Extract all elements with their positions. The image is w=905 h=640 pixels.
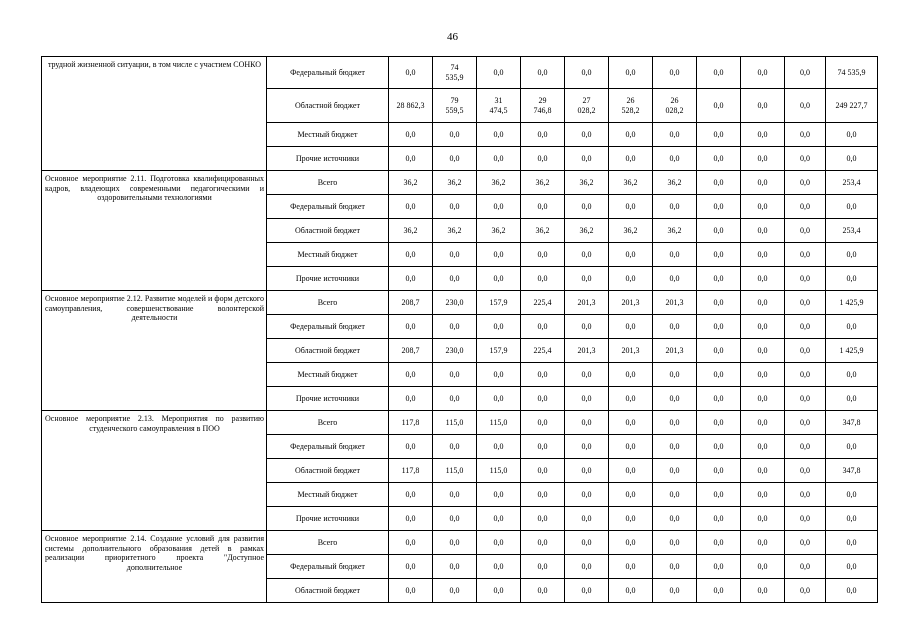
value-cell: 0,0 [653, 507, 697, 531]
value-cell: 0,0 [741, 267, 785, 291]
value-cell: 0,0 [697, 435, 741, 459]
value-cell: 0,0 [521, 363, 565, 387]
value-cell: 0,0 [741, 459, 785, 483]
value-cell: 0,0 [477, 387, 521, 411]
value-cell: 0,0 [741, 147, 785, 171]
value-cell: 0,0 [741, 411, 785, 435]
value-cell: 0,0 [565, 387, 609, 411]
event-description: трудной жизненной ситуации, в том числе с участием СОНКО [42, 57, 267, 171]
value-cell: 0,0 [785, 555, 826, 579]
value-cell: 0,0 [653, 387, 697, 411]
value-cell: 0,0 [477, 507, 521, 531]
value-cell: 0,0 [565, 459, 609, 483]
value-cell: 0,0 [785, 363, 826, 387]
value-cell: 0,0 [741, 243, 785, 267]
value-cell: 0,0 [521, 579, 565, 603]
value-cell: 225,4 [521, 339, 565, 363]
value-cell: 0,0 [741, 387, 785, 411]
value-cell: 0,0 [433, 315, 477, 339]
value-cell: 36,2 [565, 219, 609, 243]
value-cell: 31 474,5 [477, 89, 521, 123]
value-cell: 0,0 [785, 387, 826, 411]
total-cell: 0,0 [826, 243, 878, 267]
funding-source: Прочие источники [267, 387, 389, 411]
funding-source: Всего [267, 411, 389, 435]
event-description: Основное мероприятие 2.11. Подготовка квалифицированных кадров, владеющих современными педагогическими и оздоровительными технологиями [42, 171, 267, 291]
value-cell: 117,8 [389, 459, 433, 483]
total-cell: 0,0 [826, 507, 878, 531]
funding-source: Местный бюджет [267, 243, 389, 267]
value-cell: 0,0 [697, 243, 741, 267]
value-cell: 230,0 [433, 291, 477, 315]
value-cell: 0,0 [477, 195, 521, 219]
value-cell: 0,0 [697, 531, 741, 555]
value-cell: 0,0 [389, 243, 433, 267]
funding-source: Прочие источники [267, 507, 389, 531]
funding-source: Федеральный бюджет [267, 555, 389, 579]
value-cell: 0,0 [697, 579, 741, 603]
value-cell: 0,0 [741, 57, 785, 89]
value-cell: 0,0 [521, 267, 565, 291]
value-cell: 0,0 [433, 267, 477, 291]
value-cell: 0,0 [477, 123, 521, 147]
value-cell: 0,0 [565, 243, 609, 267]
value-cell: 0,0 [609, 363, 653, 387]
value-cell: 0,0 [433, 123, 477, 147]
value-cell: 0,0 [741, 315, 785, 339]
value-cell: 157,9 [477, 339, 521, 363]
value-cell: 0,0 [697, 195, 741, 219]
funding-source: Местный бюджет [267, 483, 389, 507]
value-cell: 36,2 [477, 171, 521, 195]
value-cell: 0,0 [389, 387, 433, 411]
value-cell: 0,0 [785, 147, 826, 171]
total-cell: 1 425,9 [826, 291, 878, 315]
total-cell: 0,0 [826, 123, 878, 147]
value-cell: 0,0 [609, 243, 653, 267]
value-cell: 230,0 [433, 339, 477, 363]
value-cell: 0,0 [389, 435, 433, 459]
value-cell: 0,0 [653, 483, 697, 507]
value-cell: 0,0 [697, 507, 741, 531]
value-cell: 0,0 [433, 483, 477, 507]
total-cell: 253,4 [826, 219, 878, 243]
value-cell: 0,0 [653, 57, 697, 89]
funding-source: Прочие источники [267, 267, 389, 291]
value-cell: 0,0 [477, 483, 521, 507]
value-cell: 0,0 [565, 483, 609, 507]
value-cell: 0,0 [565, 579, 609, 603]
value-cell: 0,0 [697, 411, 741, 435]
value-cell: 0,0 [653, 147, 697, 171]
value-cell: 0,0 [565, 57, 609, 89]
value-cell: 0,0 [389, 363, 433, 387]
value-cell: 28 862,3 [389, 89, 433, 123]
value-cell: 36,2 [389, 219, 433, 243]
event-description: Основное мероприятие 2.14. Создание условий для развития системы дополнительного образования детей в рамках реализации приоритетного проекта "Доступное дополнительное [42, 531, 267, 603]
value-cell: 0,0 [389, 483, 433, 507]
funding-source: Местный бюджет [267, 123, 389, 147]
total-cell: 0,0 [826, 315, 878, 339]
value-cell: 0,0 [609, 57, 653, 89]
value-cell: 29 746,8 [521, 89, 565, 123]
value-cell: 36,2 [653, 219, 697, 243]
value-cell: 36,2 [609, 219, 653, 243]
value-cell: 0,0 [521, 459, 565, 483]
value-cell: 0,0 [785, 507, 826, 531]
value-cell: 0,0 [433, 147, 477, 171]
total-cell: 74 535,9 [826, 57, 878, 89]
value-cell: 0,0 [697, 315, 741, 339]
value-cell: 0,0 [609, 411, 653, 435]
value-cell: 0,0 [389, 531, 433, 555]
value-cell: 0,0 [433, 531, 477, 555]
value-cell: 0,0 [609, 531, 653, 555]
value-cell: 0,0 [785, 89, 826, 123]
funding-source: Федеральный бюджет [267, 195, 389, 219]
value-cell: 0,0 [433, 507, 477, 531]
value-cell: 0,0 [521, 147, 565, 171]
total-cell: 0,0 [826, 195, 878, 219]
total-cell: 249 227,7 [826, 89, 878, 123]
total-cell: 0,0 [826, 363, 878, 387]
value-cell: 0,0 [565, 507, 609, 531]
value-cell: 0,0 [565, 435, 609, 459]
funding-source: Областной бюджет [267, 89, 389, 123]
table-body [42, 57, 878, 603]
total-cell: 0,0 [826, 531, 878, 555]
page-number: 46 [447, 31, 458, 43]
value-cell: 117,8 [389, 411, 433, 435]
value-cell: 0,0 [609, 555, 653, 579]
value-cell: 0,0 [653, 411, 697, 435]
value-cell: 0,0 [609, 387, 653, 411]
value-cell: 0,0 [521, 195, 565, 219]
value-cell: 0,0 [389, 123, 433, 147]
value-cell: 0,0 [477, 243, 521, 267]
value-cell: 0,0 [477, 267, 521, 291]
funding-source: Областной бюджет [267, 579, 389, 603]
value-cell: 0,0 [741, 531, 785, 555]
value-cell: 0,0 [697, 387, 741, 411]
value-cell: 0,0 [653, 531, 697, 555]
value-cell: 0,0 [389, 579, 433, 603]
value-cell: 157,9 [477, 291, 521, 315]
value-cell: 0,0 [389, 195, 433, 219]
value-cell: 0,0 [477, 147, 521, 171]
value-cell: 0,0 [565, 315, 609, 339]
value-cell: 225,4 [521, 291, 565, 315]
value-cell: 0,0 [389, 507, 433, 531]
value-cell: 36,2 [433, 219, 477, 243]
value-cell: 0,0 [609, 315, 653, 339]
value-cell: 0,0 [741, 339, 785, 363]
value-cell: 0,0 [521, 243, 565, 267]
value-cell: 27 028,2 [565, 89, 609, 123]
value-cell: 0,0 [433, 195, 477, 219]
value-cell: 0,0 [741, 219, 785, 243]
total-cell: 0,0 [826, 579, 878, 603]
value-cell: 0,0 [741, 483, 785, 507]
funding-source: Всего [267, 171, 389, 195]
value-cell: 0,0 [741, 171, 785, 195]
value-cell: 0,0 [521, 435, 565, 459]
value-cell: 208,7 [389, 339, 433, 363]
value-cell: 0,0 [521, 531, 565, 555]
value-cell: 0,0 [389, 147, 433, 171]
value-cell: 0,0 [521, 507, 565, 531]
value-cell: 201,3 [609, 339, 653, 363]
value-cell: 0,0 [785, 483, 826, 507]
value-cell: 0,0 [389, 267, 433, 291]
total-cell: 0,0 [826, 387, 878, 411]
value-cell: 0,0 [785, 435, 826, 459]
value-cell: 0,0 [785, 123, 826, 147]
total-cell: 1 425,9 [826, 339, 878, 363]
funding-source: Областной бюджет [267, 459, 389, 483]
value-cell: 36,2 [565, 171, 609, 195]
value-cell: 0,0 [785, 57, 826, 89]
value-cell: 0,0 [741, 123, 785, 147]
value-cell: 0,0 [477, 315, 521, 339]
value-cell: 0,0 [433, 555, 477, 579]
value-cell: 26 028,2 [653, 89, 697, 123]
value-cell: 0,0 [653, 555, 697, 579]
value-cell: 0,0 [653, 435, 697, 459]
table-row [42, 171, 878, 195]
value-cell: 0,0 [653, 267, 697, 291]
value-cell: 0,0 [697, 123, 741, 147]
value-cell: 0,0 [565, 363, 609, 387]
value-cell: 0,0 [741, 579, 785, 603]
total-cell: 253,4 [826, 171, 878, 195]
value-cell: 0,0 [433, 435, 477, 459]
value-cell: 0,0 [521, 387, 565, 411]
funding-source: Федеральный бюджет [267, 315, 389, 339]
value-cell: 0,0 [609, 483, 653, 507]
value-cell: 0,0 [521, 411, 565, 435]
value-cell: 0,0 [565, 195, 609, 219]
value-cell: 0,0 [785, 219, 826, 243]
total-cell: 0,0 [826, 555, 878, 579]
value-cell: 0,0 [697, 363, 741, 387]
value-cell: 0,0 [653, 243, 697, 267]
value-cell: 0,0 [697, 459, 741, 483]
event-description: Основное мероприятие 2.13. Мероприятия по развитию студенческого самоуправления в ПОО [42, 411, 267, 531]
funding-source: Местный бюджет [267, 363, 389, 387]
value-cell: 0,0 [697, 555, 741, 579]
funding-source: Всего [267, 291, 389, 315]
value-cell: 0,0 [389, 315, 433, 339]
value-cell: 0,0 [565, 267, 609, 291]
value-cell: 0,0 [697, 147, 741, 171]
funding-source: Федеральный бюджет [267, 435, 389, 459]
value-cell: 0,0 [609, 459, 653, 483]
table-row [42, 57, 878, 89]
value-cell: 36,2 [477, 219, 521, 243]
value-cell: 0,0 [565, 147, 609, 171]
value-cell: 74 535,9 [433, 57, 477, 89]
value-cell: 0,0 [785, 339, 826, 363]
value-cell: 0,0 [521, 315, 565, 339]
value-cell: 36,2 [389, 171, 433, 195]
value-cell: 115,0 [433, 411, 477, 435]
value-cell: 0,0 [565, 411, 609, 435]
value-cell: 0,0 [609, 123, 653, 147]
value-cell: 0,0 [477, 435, 521, 459]
funding-source: Прочие источники [267, 147, 389, 171]
total-cell: 0,0 [826, 267, 878, 291]
value-cell: 0,0 [565, 555, 609, 579]
value-cell: 115,0 [433, 459, 477, 483]
value-cell: 0,0 [609, 147, 653, 171]
value-cell: 0,0 [477, 555, 521, 579]
value-cell: 0,0 [697, 57, 741, 89]
value-cell: 0,0 [609, 195, 653, 219]
value-cell: 0,0 [697, 267, 741, 291]
total-cell: 347,8 [826, 459, 878, 483]
value-cell: 0,0 [741, 195, 785, 219]
value-cell: 0,0 [741, 435, 785, 459]
value-cell: 0,0 [477, 57, 521, 89]
value-cell: 0,0 [785, 579, 826, 603]
value-cell: 26 528,2 [609, 89, 653, 123]
value-cell: 0,0 [609, 267, 653, 291]
value-cell: 0,0 [785, 267, 826, 291]
value-cell: 0,0 [653, 315, 697, 339]
value-cell: 0,0 [741, 291, 785, 315]
value-cell: 79 559,5 [433, 89, 477, 123]
value-cell: 0,0 [785, 171, 826, 195]
value-cell: 208,7 [389, 291, 433, 315]
value-cell: 201,3 [653, 291, 697, 315]
value-cell: 0,0 [389, 57, 433, 89]
value-cell: 0,0 [653, 459, 697, 483]
value-cell: 0,0 [741, 507, 785, 531]
value-cell: 0,0 [433, 243, 477, 267]
value-cell: 0,0 [697, 483, 741, 507]
value-cell: 0,0 [433, 363, 477, 387]
funding-source: Областной бюджет [267, 219, 389, 243]
value-cell: 0,0 [389, 555, 433, 579]
value-cell: 0,0 [741, 555, 785, 579]
value-cell: 36,2 [609, 171, 653, 195]
table-row [42, 291, 878, 315]
value-cell: 0,0 [521, 57, 565, 89]
value-cell: 0,0 [697, 89, 741, 123]
total-cell: 0,0 [826, 147, 878, 171]
value-cell: 0,0 [433, 579, 477, 603]
value-cell: 0,0 [785, 459, 826, 483]
value-cell: 0,0 [785, 195, 826, 219]
value-cell: 115,0 [477, 411, 521, 435]
funding-source: Всего [267, 531, 389, 555]
value-cell: 0,0 [433, 387, 477, 411]
value-cell: 0,0 [477, 531, 521, 555]
table-row [42, 411, 878, 435]
value-cell: 0,0 [785, 411, 826, 435]
value-cell: 0,0 [785, 531, 826, 555]
total-cell: 0,0 [826, 483, 878, 507]
value-cell: 36,2 [521, 171, 565, 195]
value-cell: 0,0 [785, 243, 826, 267]
value-cell: 0,0 [697, 171, 741, 195]
value-cell: 36,2 [433, 171, 477, 195]
value-cell: 201,3 [565, 339, 609, 363]
value-cell: 201,3 [653, 339, 697, 363]
value-cell: 0,0 [477, 579, 521, 603]
budget-table [41, 56, 878, 603]
value-cell: 0,0 [653, 579, 697, 603]
funding-source: Федеральный бюджет [267, 57, 389, 89]
total-cell: 0,0 [826, 435, 878, 459]
value-cell: 115,0 [477, 459, 521, 483]
value-cell: 0,0 [477, 363, 521, 387]
value-cell: 0,0 [653, 195, 697, 219]
value-cell: 0,0 [521, 555, 565, 579]
value-cell: 36,2 [521, 219, 565, 243]
value-cell: 0,0 [521, 123, 565, 147]
value-cell: 201,3 [609, 291, 653, 315]
table-row [42, 531, 878, 555]
value-cell: 0,0 [741, 363, 785, 387]
value-cell: 0,0 [653, 363, 697, 387]
value-cell: 0,0 [565, 531, 609, 555]
value-cell: 0,0 [565, 123, 609, 147]
value-cell: 0,0 [653, 123, 697, 147]
event-description: Основное мероприятие 2.12. Развитие моделей и форм детского самоуправления, совершенствование волонтерской деятельности [42, 291, 267, 411]
value-cell: 0,0 [741, 89, 785, 123]
value-cell: 0,0 [697, 219, 741, 243]
value-cell: 201,3 [565, 291, 609, 315]
value-cell: 0,0 [609, 579, 653, 603]
value-cell: 0,0 [697, 291, 741, 315]
value-cell: 0,0 [521, 483, 565, 507]
value-cell: 0,0 [609, 435, 653, 459]
value-cell: 0,0 [785, 315, 826, 339]
total-cell: 347,8 [826, 411, 878, 435]
funding-source: Областной бюджет [267, 339, 389, 363]
value-cell: 0,0 [609, 507, 653, 531]
value-cell: 0,0 [785, 291, 826, 315]
value-cell: 0,0 [697, 339, 741, 363]
value-cell: 36,2 [653, 171, 697, 195]
